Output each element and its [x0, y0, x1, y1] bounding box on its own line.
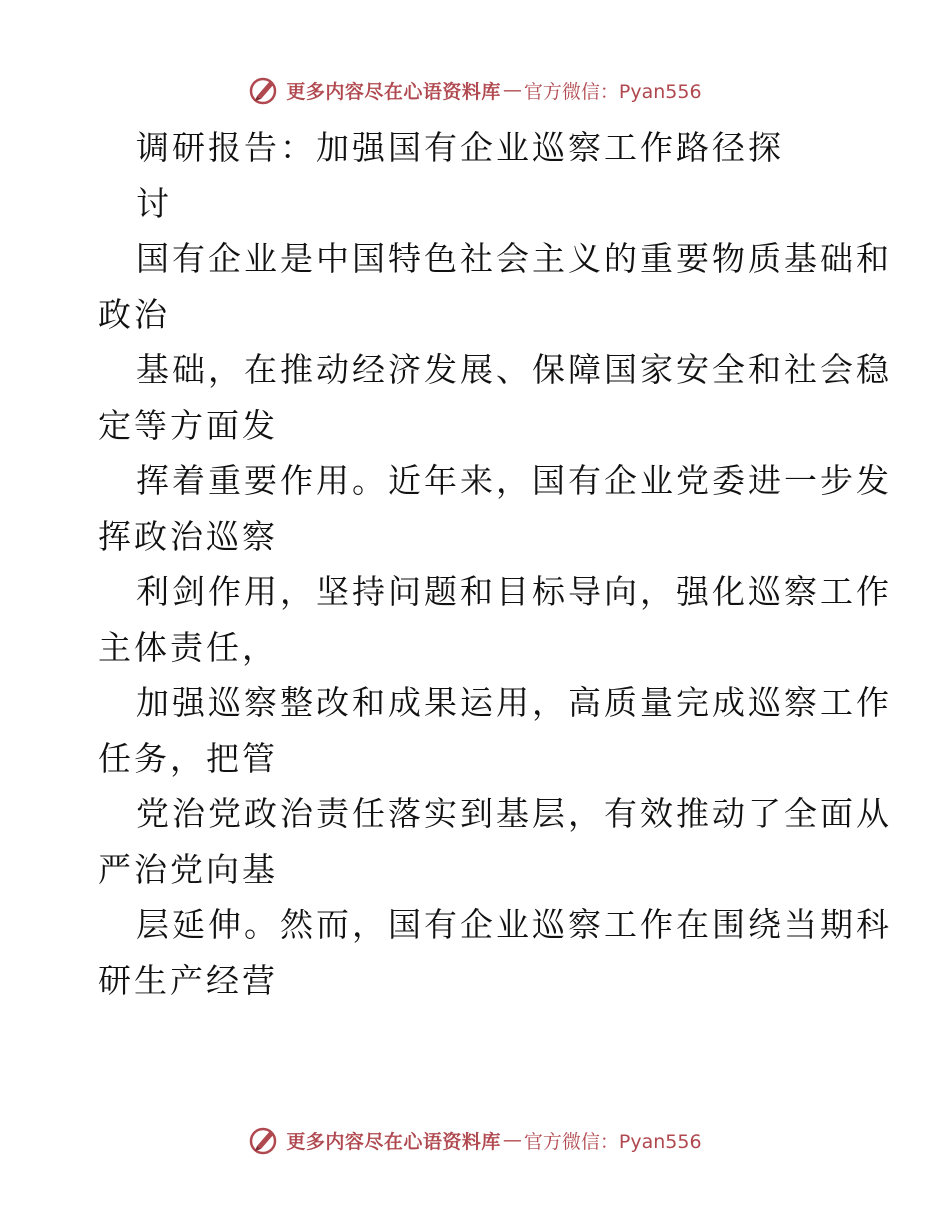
text-line-1: 调研报告：加强国有企业巡察工作路径探	[136, 128, 784, 167]
banner-wechat: 官方微信：Pyan556	[523, 80, 702, 103]
text-line-10: 主体责任，	[98, 627, 278, 667]
banner-text: 更多内容尽在心语资料库	[286, 1130, 501, 1153]
text-line-7: 挥着重要作用。近年来，国有企业党委进一步发	[136, 461, 892, 500]
text-line-4: 政治	[98, 294, 170, 334]
pen-logo-icon	[248, 74, 280, 106]
document-body	[98, 120, 892, 1008]
text-line-8: 挥政治巡察	[98, 516, 278, 556]
pen-logo-icon	[248, 1124, 280, 1156]
text-line-6: 定等方面发	[98, 405, 278, 445]
banner-dash: —	[502, 79, 522, 101]
text-line-13: 党治党政治责任落实到基层，有效推动了全面从	[136, 794, 892, 833]
header-banner	[0, 70, 950, 110]
text-line-12: 任务，把管	[98, 738, 278, 778]
footer-banner	[0, 1120, 950, 1160]
text-line-9: 利剑作用，坚持问题和目标导向，强化巡察工作	[136, 572, 892, 611]
banner-wechat: 官方微信：Pyan556	[523, 1130, 702, 1153]
text-line-3: 国有企业是中国特色社会主义的重要物质基础和	[136, 239, 892, 278]
banner-text: 更多内容尽在心语资料库	[286, 80, 501, 103]
text-line-16: 研生产经营	[98, 960, 278, 1000]
text-line-11: 加强巡察整改和成果运用，高质量完成巡察工作	[136, 683, 892, 722]
banner-dash: —	[502, 1129, 522, 1151]
text-line-14: 严治党向基	[98, 849, 278, 889]
text-line-2: 讨	[136, 183, 172, 223]
text-line-15: 层延伸。然而，国有企业巡察工作在围绕当期科	[136, 905, 892, 944]
text-line-5: 基础，在推动经济发展、保障国家安全和社会稳	[136, 350, 892, 389]
